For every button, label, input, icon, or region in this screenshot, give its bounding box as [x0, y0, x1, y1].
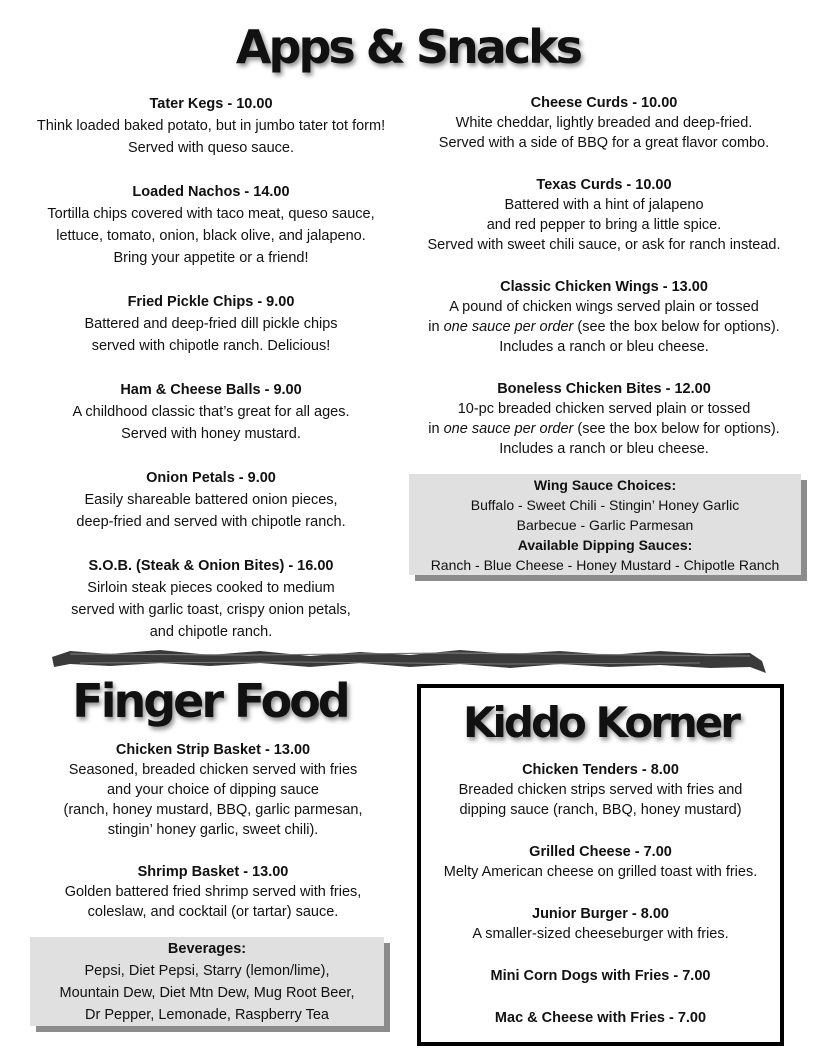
menu-item-description: and red pepper to bring a little spice. [486, 217, 722, 233]
menu-item [0, 555, 422, 643]
menu-item-description: A pound of chicken wings served plain or tossed [449, 299, 759, 315]
menu-item-description: Tortilla chips covered with taco meat, queso sauce, [47, 206, 375, 222]
menu-item-description: Battered with a hint of jalapeno [504, 197, 704, 213]
menu-item-description: Includes a ranch or bleu cheese. [499, 441, 709, 457]
menu-item-title: Classic Chicken Wings - 13.00 [500, 279, 708, 295]
menu-item-title: Chicken Tenders - 8.00 [522, 762, 679, 778]
menu-item-description: served with chipotle ranch. Delicious! [91, 338, 331, 354]
menu-item [421, 760, 780, 820]
wing-sauce-line: Barbecue - Garlic Parmesan [516, 517, 694, 533]
menu-item-description: stingin’ honey garlic, sweet chili). [107, 822, 319, 838]
menu-item-description: and your choice of dipping sauce [106, 782, 319, 798]
menu-item [421, 904, 780, 944]
wing-sauce-box [409, 474, 801, 575]
menu-item [30, 862, 396, 922]
emphasis-text: one sauce per order [443, 319, 574, 335]
menu-item-description: A childhood classic that’s great for all ages. [72, 404, 350, 420]
finger-food-heading: Finger Food [72, 674, 348, 728]
menu-item-title: Loaded Nachos - 14.00 [132, 184, 290, 200]
emphasis-text: one sauce per order [443, 421, 574, 437]
menu-item-description: Served with a side of BBQ for a great flavor combo. [438, 135, 770, 151]
menu-item-description: (ranch, honey mustard, BBQ, garlic parmesan, [63, 802, 363, 818]
kiddo-korner-column [421, 760, 780, 1028]
menu-item [404, 93, 804, 153]
menu-item-title: Tater Kegs - 10.00 [149, 96, 273, 112]
menu-item [0, 181, 422, 269]
menu-item-title: Mac & Cheese with Fries - 7.00 [494, 1010, 707, 1026]
menu-item [0, 379, 422, 445]
finger-food-column [30, 740, 396, 922]
menu-item-description: Think loaded baked potato, but in jumbo tater tot form! [36, 118, 386, 134]
menu-item-title: S.O.B. (Steak & Onion Bites) - 16.00 [88, 558, 334, 574]
menu-item-title: Boneless Chicken Bites - 12.00 [497, 381, 711, 397]
dipping-sauce-title: Available Dipping Sauces: [517, 537, 693, 553]
menu-item-description: lettuce, tomato, onion, black olive, and jalapeno. [56, 228, 366, 244]
menu-item-description: Served with honey mustard. [121, 426, 301, 442]
apps-snacks-heading: Apps & Snacks [235, 20, 581, 74]
apps-right-column [404, 93, 804, 459]
menu-item [30, 740, 396, 840]
brush-divider [50, 641, 768, 677]
menu-item-title: Grilled Cheese - 7.00 [529, 844, 672, 860]
menu-item-title: Cheese Curds - 10.00 [530, 95, 678, 111]
apps-left-column [0, 93, 422, 643]
beverages-box [30, 937, 384, 1026]
menu-item [421, 1008, 780, 1028]
menu-item-title: Chicken Strip Basket - 13.00 [115, 742, 311, 758]
menu-item-description: 10-pc breaded chicken served plain or tossed [457, 401, 751, 417]
menu-item-title: Shrimp Basket - 13.00 [137, 864, 289, 880]
description-fragment: in [428, 421, 444, 437]
menu-item [421, 966, 780, 986]
menu-item [404, 277, 804, 357]
menu-item-description [404, 419, 804, 439]
menu-item-description: Sirloin steak pieces cooked to medium [87, 580, 335, 596]
menu-item-title: Junior Burger - 8.00 [532, 906, 669, 922]
dipping-sauce-line: Ranch - Blue Cheese - Honey Mustard - Chipotle Ranch [430, 557, 780, 573]
menu-item [421, 842, 780, 882]
beverages-line: Mountain Dew, Diet Mtn Dew, Mug Root Beer, [59, 985, 355, 1001]
menu-item-description [404, 317, 804, 337]
beverages-title: Beverages: [167, 941, 247, 957]
kiddo-korner-box [417, 684, 784, 1046]
description-fragment: (see the box below for options). [573, 421, 780, 437]
menu-item [0, 467, 422, 533]
menu-item-description: Served with queso sauce. [127, 140, 295, 156]
beverages-line: Pepsi, Diet Pepsi, Starry (lemon/lime), [84, 963, 330, 979]
menu-item-description: deep-fried and served with chipotle ranch. [76, 514, 346, 530]
menu-item-description: Breaded chicken strips served with fries and [458, 782, 743, 798]
menu-item [404, 379, 804, 459]
menu-item-description: dipping sauce (ranch, BBQ, honey mustard) [459, 802, 742, 818]
menu-item-description: and chipotle ranch. [149, 624, 273, 640]
menu-item-description: Served with sweet chili sauce, or ask for ranch instead. [427, 237, 781, 253]
menu-item-title: Ham & Cheese Balls - 9.00 [120, 382, 302, 398]
description-fragment: (see the box below for options). [573, 319, 780, 335]
beverages-line: Dr Pepper, Lemonade, Raspberry Tea [85, 1007, 329, 1023]
kiddo-korner-heading: Kiddo Korner [462, 698, 739, 747]
menu-item-description: Easily shareable battered onion pieces, [84, 492, 338, 508]
menu-item-title: Onion Petals - 9.00 [146, 470, 276, 486]
menu-item-description: Includes a ranch or bleu cheese. [499, 339, 709, 355]
menu-item [404, 175, 804, 255]
menu-item-title: Mini Corn Dogs with Fries - 7.00 [490, 968, 711, 984]
menu-item-title: Fried Pickle Chips - 9.00 [127, 294, 295, 310]
menu-item [0, 93, 422, 159]
menu-item-description: Melty American cheese on grilled toast with fries. [443, 864, 758, 880]
wing-sauce-title: Wing Sauce Choices: [533, 477, 677, 493]
menu-item-description: White cheddar, lightly breaded and deep-fried. [455, 115, 753, 131]
menu-item-description: Seasoned, breaded chicken served with fries [68, 762, 358, 778]
wing-sauce-line: Buffalo - Sweet Chili - Stingin’ Honey Garlic [470, 497, 740, 513]
menu-item-description: Battered and deep-fried dill pickle chips [84, 316, 338, 332]
menu-item-description: A smaller-sized cheeseburger with fries. [472, 926, 729, 942]
menu-item-title: Texas Curds - 10.00 [536, 177, 672, 193]
description-fragment: in [428, 319, 444, 335]
menu-item [0, 291, 422, 357]
menu-item-description: Golden battered fried shrimp served with fries, [64, 884, 362, 900]
menu-item-description: Bring your appetite or a friend! [113, 250, 309, 266]
menu-item-description: coleslaw, and cocktail (or tartar) sauce. [87, 904, 339, 920]
menu-item-description: served with garlic toast, crispy onion petals, [71, 602, 351, 618]
